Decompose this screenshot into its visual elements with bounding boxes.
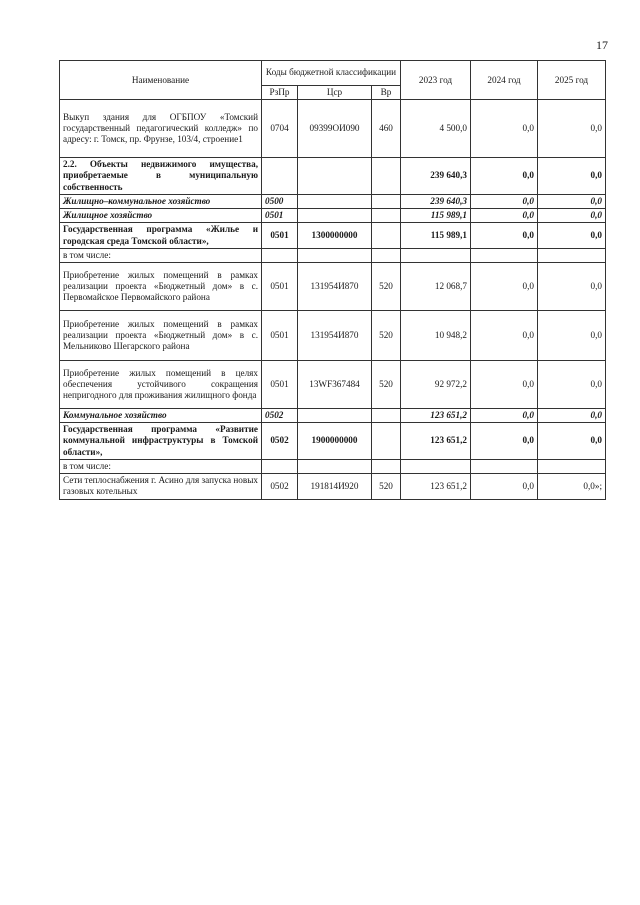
- row-rzpr: 0502: [262, 423, 298, 460]
- row-2025: 0,0: [538, 223, 606, 248]
- row-rzpr: [262, 248, 298, 262]
- row-csr: 191814И920: [298, 474, 372, 499]
- table-row: [60, 158, 606, 195]
- row-name: Жилищное хозяйство: [60, 209, 262, 223]
- row-2023: 92 972,2: [401, 360, 471, 408]
- header-name: Наименование: [60, 61, 262, 100]
- row-vr: 520: [372, 262, 401, 310]
- row-csr: 131954И870: [298, 310, 372, 360]
- header-row-1: [60, 61, 606, 86]
- table-row: [60, 360, 606, 408]
- row-2025: 0,0: [538, 360, 606, 408]
- row-2024: [471, 248, 538, 262]
- row-2025: 0,0: [538, 408, 606, 422]
- row-name: в том числе:: [60, 459, 262, 473]
- table-row: [60, 262, 606, 310]
- table-row: [60, 408, 606, 422]
- table-row: [60, 100, 606, 158]
- row-2024: 0,0: [471, 310, 538, 360]
- row-rzpr: [262, 459, 298, 473]
- row-2025: 0,0: [538, 310, 606, 360]
- row-rzpr: 0501: [262, 223, 298, 248]
- row-name: Приобретение жилых помещений в целях обеспечения устойчивого сокращения непригодного для проживания жилищного фонда: [60, 360, 262, 408]
- row-2025: [538, 248, 606, 262]
- header-codes-group: Коды бюджетной классификации: [262, 61, 401, 86]
- row-2024: 0,0: [471, 209, 538, 223]
- table-row: [60, 194, 606, 208]
- row-csr: [298, 459, 372, 473]
- row-2025: 0,0»;: [538, 474, 606, 499]
- row-2024: 0,0: [471, 262, 538, 310]
- row-2024: 0,0: [471, 223, 538, 248]
- row-2023: 12 068,7: [401, 262, 471, 310]
- table-row: [60, 248, 606, 262]
- row-csr: 1900000000: [298, 423, 372, 460]
- row-vr: 460: [372, 100, 401, 158]
- row-name: Коммунальное хозяйство: [60, 408, 262, 422]
- row-2025: 0,0: [538, 158, 606, 195]
- row-vr: [372, 223, 401, 248]
- row-csr: [298, 248, 372, 262]
- row-2023: 123 651,2: [401, 474, 471, 499]
- row-2024: 0,0: [471, 360, 538, 408]
- row-rzpr: 0500: [262, 194, 298, 208]
- row-vr: 520: [372, 310, 401, 360]
- row-2024: 0,0: [471, 408, 538, 422]
- row-rzpr: 0501: [262, 360, 298, 408]
- row-vr: [372, 248, 401, 262]
- row-2024: [471, 459, 538, 473]
- row-vr: [372, 158, 401, 195]
- row-vr: [372, 194, 401, 208]
- row-2025: 0,0: [538, 194, 606, 208]
- table-row: [60, 209, 606, 223]
- row-2023: 4 500,0: [401, 100, 471, 158]
- row-name: Жилищно–коммунальное хозяйство: [60, 194, 262, 208]
- row-rzpr: 0704: [262, 100, 298, 158]
- row-csr: [298, 408, 372, 422]
- page-number: 17: [596, 38, 608, 52]
- row-vr: 520: [372, 360, 401, 408]
- row-2025: 0,0: [538, 423, 606, 460]
- row-csr: 09399ОИ090: [298, 100, 372, 158]
- row-rzpr: 0502: [262, 408, 298, 422]
- row-name: в том числе:: [60, 248, 262, 262]
- row-2023: 239 640,3: [401, 194, 471, 208]
- row-vr: [372, 408, 401, 422]
- row-2025: 0,0: [538, 262, 606, 310]
- row-2023: 10 948,2: [401, 310, 471, 360]
- row-csr: 131954И870: [298, 262, 372, 310]
- row-2023: 239 640,3: [401, 158, 471, 195]
- row-name: Приобретение жилых помещений в рамках реализации проекта «Бюджетный дом» в с. Первомайское Первомайского района: [60, 262, 262, 310]
- row-2025: 0,0: [538, 209, 606, 223]
- row-2024: 0,0: [471, 158, 538, 195]
- row-csr: 1300000000: [298, 223, 372, 248]
- table-row: [60, 423, 606, 460]
- row-2025: 0,0: [538, 100, 606, 158]
- row-rzpr: 0501: [262, 209, 298, 223]
- row-2023: [401, 248, 471, 262]
- header-vr: Вр: [372, 86, 401, 100]
- header-rzpr: РзПр: [262, 86, 298, 100]
- row-2023: [401, 459, 471, 473]
- row-name: Государственная программа «Развитие коммунальной инфраструктуры в Томской области»,: [60, 423, 262, 460]
- table-row: [60, 223, 606, 248]
- row-csr: [298, 194, 372, 208]
- row-csr: [298, 158, 372, 195]
- row-vr: [372, 459, 401, 473]
- row-csr: 13WF367484: [298, 360, 372, 408]
- row-2024: 0,0: [471, 194, 538, 208]
- budget-table: [59, 60, 606, 500]
- row-2023: 115 989,1: [401, 223, 471, 248]
- header-2023: 2023 год: [401, 61, 471, 100]
- row-csr: [298, 209, 372, 223]
- row-2025: [538, 459, 606, 473]
- row-rzpr: 0501: [262, 262, 298, 310]
- row-name: Выкуп здания для ОГБПОУ «Томский государственный педагогический колледж» по адресу: г. Томск, пр. Фрунзе, 103/4, строение1: [60, 100, 262, 158]
- header-csr: Цср: [298, 86, 372, 100]
- row-name: Сети теплоснабжения г. Асино для запуска новых газовых котельных: [60, 474, 262, 499]
- table-row: [60, 474, 606, 499]
- row-2024: 0,0: [471, 100, 538, 158]
- header-2024: 2024 год: [471, 61, 538, 100]
- row-rzpr: 0501: [262, 310, 298, 360]
- row-vr: 520: [372, 474, 401, 499]
- row-2024: 0,0: [471, 423, 538, 460]
- row-2024: 0,0: [471, 474, 538, 499]
- table-row: [60, 310, 606, 360]
- row-rzpr: 0502: [262, 474, 298, 499]
- row-vr: [372, 209, 401, 223]
- row-vr: [372, 423, 401, 460]
- row-2023: 115 989,1: [401, 209, 471, 223]
- row-rzpr: [262, 158, 298, 195]
- row-name: 2.2. Объекты недвижимого имущества, приобретаемые в муниципальную собственность: [60, 158, 262, 195]
- row-name: Приобретение жилых помещений в рамках реализации проекта «Бюджетный дом» в с. Мельниково Шегарского района: [60, 310, 262, 360]
- row-2023: 123 651,2: [401, 408, 471, 422]
- header-2025: 2025 год: [538, 61, 606, 100]
- row-2023: 123 651,2: [401, 423, 471, 460]
- table-row: [60, 459, 606, 473]
- row-name: Государственная программа «Жилье и городская среда Томской области»,: [60, 223, 262, 248]
